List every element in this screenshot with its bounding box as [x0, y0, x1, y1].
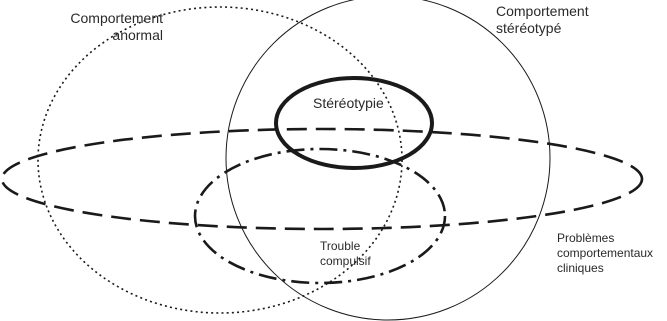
clinical-label-line-2: comportementaux: [557, 246, 654, 260]
abnormal-behavior-label: [58, 10, 163, 44]
stereotypy-ellipse: [276, 78, 432, 168]
compulsive-label-line-2: compulsif: [320, 254, 371, 268]
abnormal-label-line-1: Comportement: [70, 10, 163, 26]
stereotyped-behavior-label: [496, 3, 589, 37]
clinical-problems-ellipse: [2, 129, 642, 229]
compulsive-disorder-label: [320, 239, 371, 269]
stereotypy-label: [313, 95, 384, 112]
clinical-label-line-3: cliniques: [557, 261, 604, 275]
stereotyped-label-line-2: stéréotypé: [496, 20, 562, 36]
clinical-label-line-1: Problèmes: [557, 231, 615, 245]
stereotyped-label-line-1: Comportement: [496, 3, 589, 19]
abnormal-label-line-2: anormal: [112, 27, 163, 43]
clinical-problems-label: [557, 231, 653, 276]
compulsive-label-line-1: Trouble: [320, 239, 361, 253]
stereotypy-label-text: Stéréotypie: [313, 95, 384, 111]
